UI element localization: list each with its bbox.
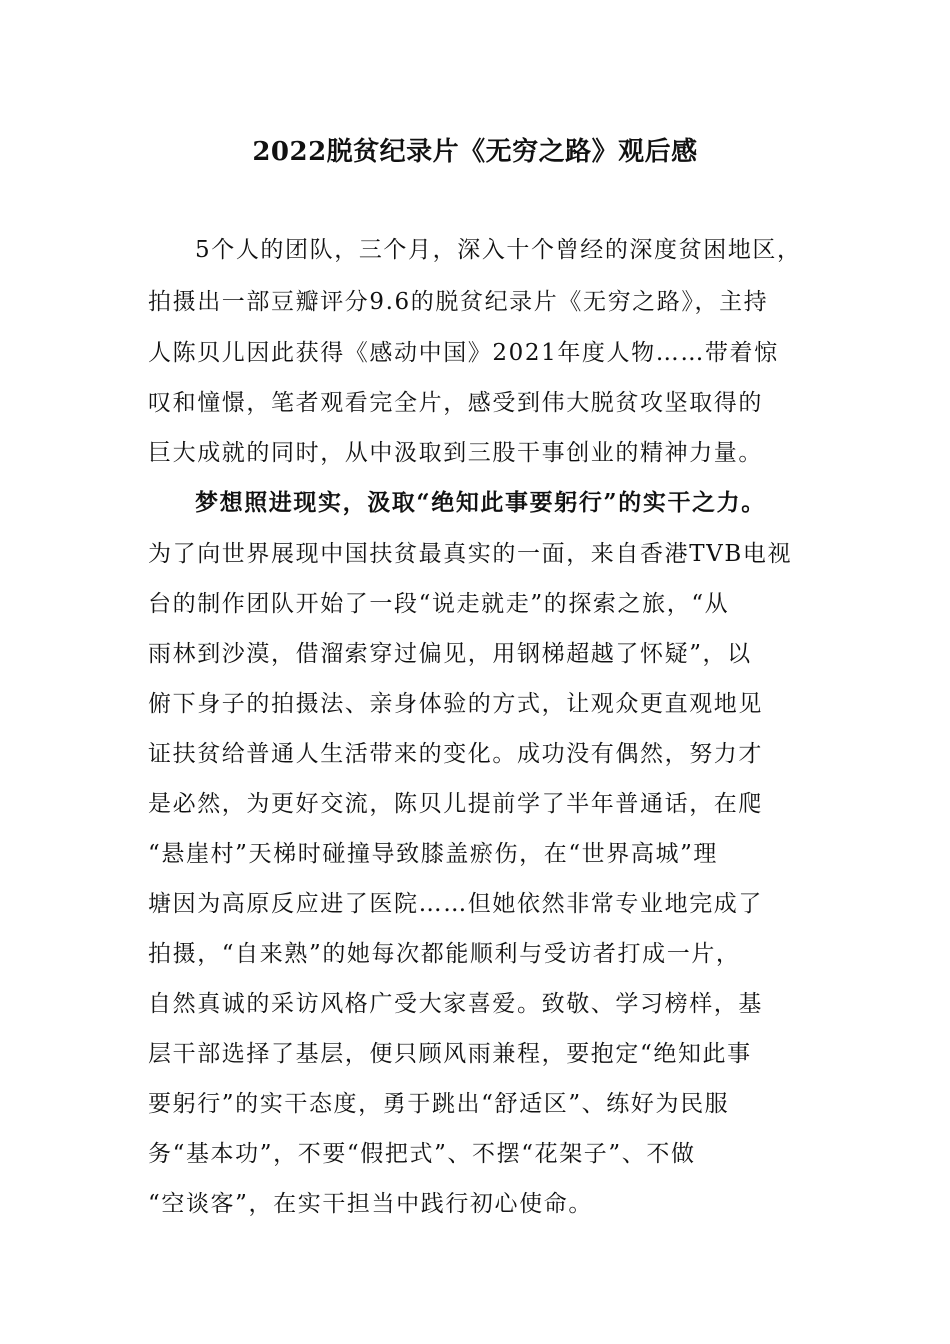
paragraph-2-line-11: 层干部选择了基层，便只顾风雨兼程，要抱定“绝知此事	[148, 1041, 752, 1067]
paragraph-1-line-3: 人陈贝儿因此获得《感动中国》2021年度人物……带着惊	[148, 340, 779, 366]
paragraph-1-line-2: 拍摄出一部豆瓣评分9.6的脱贫纪录片《无穷之路》，主持	[148, 289, 769, 315]
paragraph-2-line-1: 为了向世界展现中国扶贫最真实的一面，来自香港TVB电视	[148, 541, 793, 567]
paragraph-2-line-10: 自然真诚的采访风格广受大家喜爱。致敬、学习榜样，基	[148, 991, 763, 1017]
paragraph-2-line-12: 要躬行”的实干态度，勇于跳出“舒适区”、练好为民服	[148, 1091, 730, 1117]
paragraph-1-line-5: 巨大成就的同时，从中汲取到三股干事创业的精神力量。	[148, 440, 763, 466]
paragraph-2-line-13: 务“基本功”，不要“假把式”、不摆“花架子”、不做	[148, 1141, 696, 1167]
paragraph-2-line-3: 雨林到沙漠，借溜索穿过偏见，用钢梯超越了怀疑”，以	[148, 641, 752, 667]
document-title: 2022脱贫纪录片《无穷之路》观后感	[252, 137, 698, 167]
paragraph-2-line-14: “空谈客”，在实干担当中践行初心使命。	[148, 1191, 593, 1217]
paragraph-2-line-9: 拍摄，“自来熟”的她每次都能顺利与受访者打成一片，	[148, 941, 741, 967]
paragraph-1-line-4: 叹和憧憬，笔者观看完全片，感受到伟大脱贫攻坚取得的	[148, 390, 763, 416]
paragraph-1-line-1: 5个人的团队，三个月，深入十个曾经的深度贫困地区，	[195, 237, 802, 263]
paragraph-2-line-2: 台的制作团队开始了一段“说走就走”的探索之旅，“从	[148, 591, 730, 617]
paragraph-2-line-6: 是必然，为更好交流，陈贝儿提前学了半年普通话，在爬	[148, 791, 763, 817]
paragraph-2-line-8: 塘因为高原反应进了医院……但她依然非常专业地完成了	[148, 891, 763, 917]
paragraph-2-line-4: 俯下身子的拍摄法、亲身体验的方式，让观众更直观地见	[148, 691, 763, 717]
paragraph-2-line-7: “悬崖村”天梯时碰撞导致膝盖瘀伤，在“世界高城”理	[148, 841, 719, 867]
paragraph-2-line-5: 证扶贫给普通人生活带来的变化。成功没有偶然，努力才	[148, 741, 763, 767]
section-heading: 梦想照进现实，汲取“绝知此事要躬行”的实干之力。	[195, 489, 766, 516]
